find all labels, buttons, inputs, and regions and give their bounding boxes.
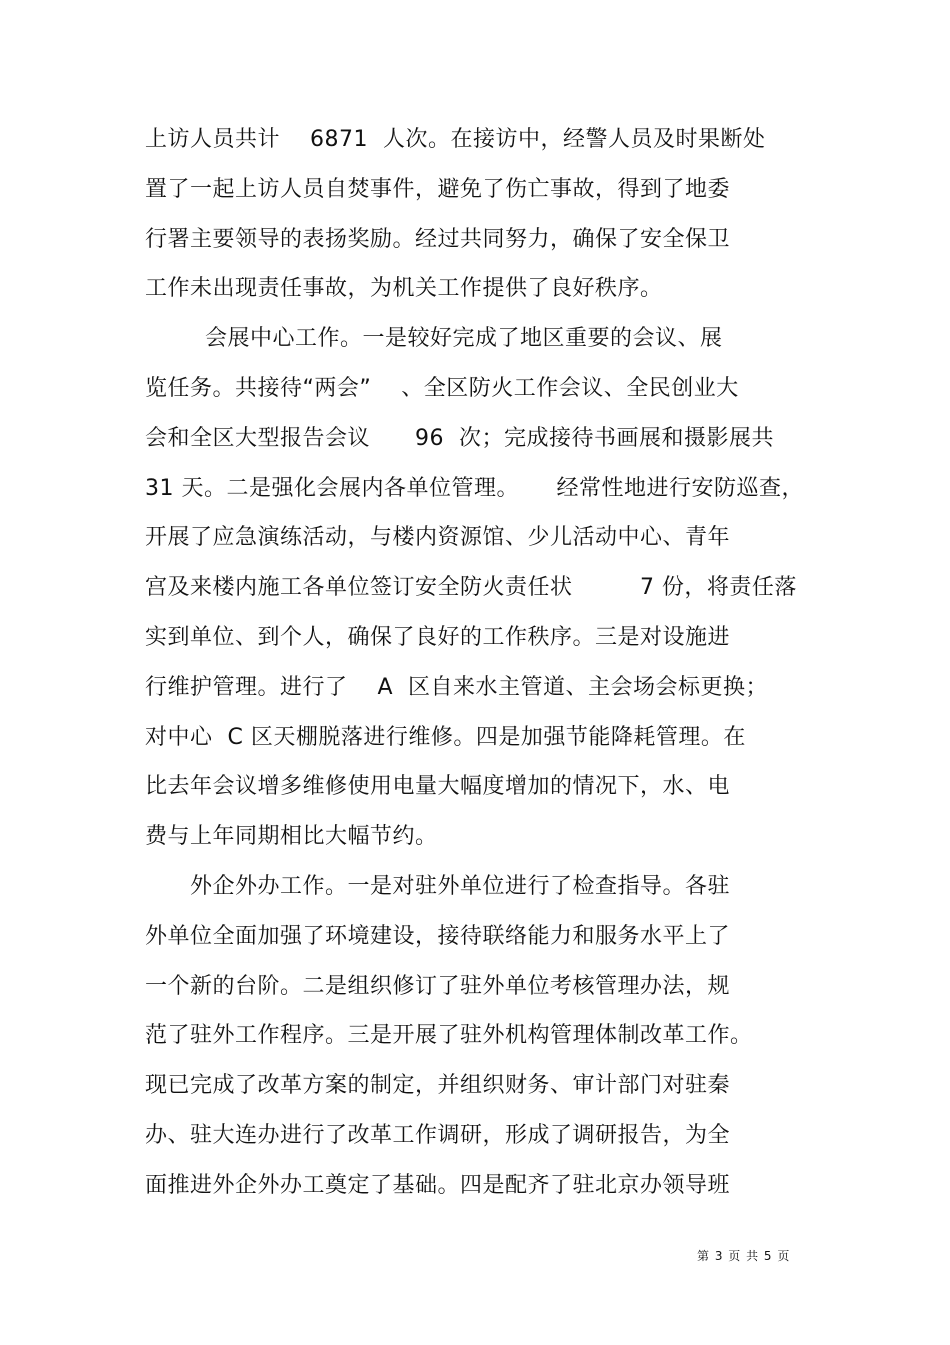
- body-text-line: 现已完成了改革方案的制定，并组织财务、审计部门对驻秦: [145, 1073, 731, 1098]
- body-text-line: 上访人员共计 6871 人次。在接访中，经警人员及时果断处: [145, 127, 766, 152]
- body-text-line: 览任务。共接待“两会” 、全区防火工作会议、全民创业大: [145, 376, 739, 401]
- body-text-line: 工作未出现责任事故，为机关工作提供了良好秩序。: [145, 276, 663, 301]
- body-text-line: 开展了应急演练活动，与楼内资源馆、少儿活动中心、青年: [145, 525, 731, 550]
- body-text-line: 行维护管理。进行了 A 区自来水主管道、主会场会标更换；: [145, 675, 769, 700]
- body-text-line: 办、驻大连办进行了改革工作调研，形成了调研报告，为全: [145, 1123, 731, 1148]
- body-text-line: 实到单位、到个人，确保了良好的工作秩序。三是对设施进: [145, 625, 731, 650]
- body-text-line: 外企外办工作。一是对驻外单位进行了检查指导。各驻: [145, 874, 730, 899]
- body-text-line: 范了驻外工作程序。三是开展了驻外机构管理体制改革工作。: [145, 1023, 753, 1048]
- body-text-line: 行署主要领导的表扬奖励。经过共同努力，确保了安全保卫: [145, 227, 731, 252]
- body-text-line: 置了一起上访人员自焚事件，避免了伤亡事故，得到了地委: [145, 177, 731, 202]
- body-text-line: 面推进外企外办工奠定了基础。四是配齐了驻北京办领导班: [145, 1173, 731, 1198]
- body-text-line: 会展中心工作。一是较好完成了地区重要的会议、展: [145, 326, 723, 351]
- body-text-line: 费与上年同期相比大幅节约。: [145, 824, 438, 849]
- body-text-line: 外单位全面加强了环境建设，接待联络能力和服务水平上了: [145, 924, 731, 949]
- body-text-line: 会和全区大型报告会议 96 次；完成接待书画展和摄影展共: [145, 426, 774, 451]
- body-text-line: 宫及来楼内施工各单位签订安全防火责任状 7 份，将责任落: [145, 575, 797, 600]
- body-text-line: 一个新的台阶。二是组织修订了驻外单位考核管理办法，规: [145, 974, 731, 999]
- body-text-line: 对中心 C 区天棚脱落进行维修。四是加强节能降耗管理。在: [145, 725, 746, 750]
- page-number-footer: 第 3 页 共 5 页: [697, 1249, 791, 1263]
- body-text-line: 比去年会议增多维修使用电量大幅度增加的情况下，水、电: [145, 774, 731, 799]
- body-text-line: 31 天。二是强化会展内各单位管理。 经常性地进行安防巡查，: [145, 476, 804, 501]
